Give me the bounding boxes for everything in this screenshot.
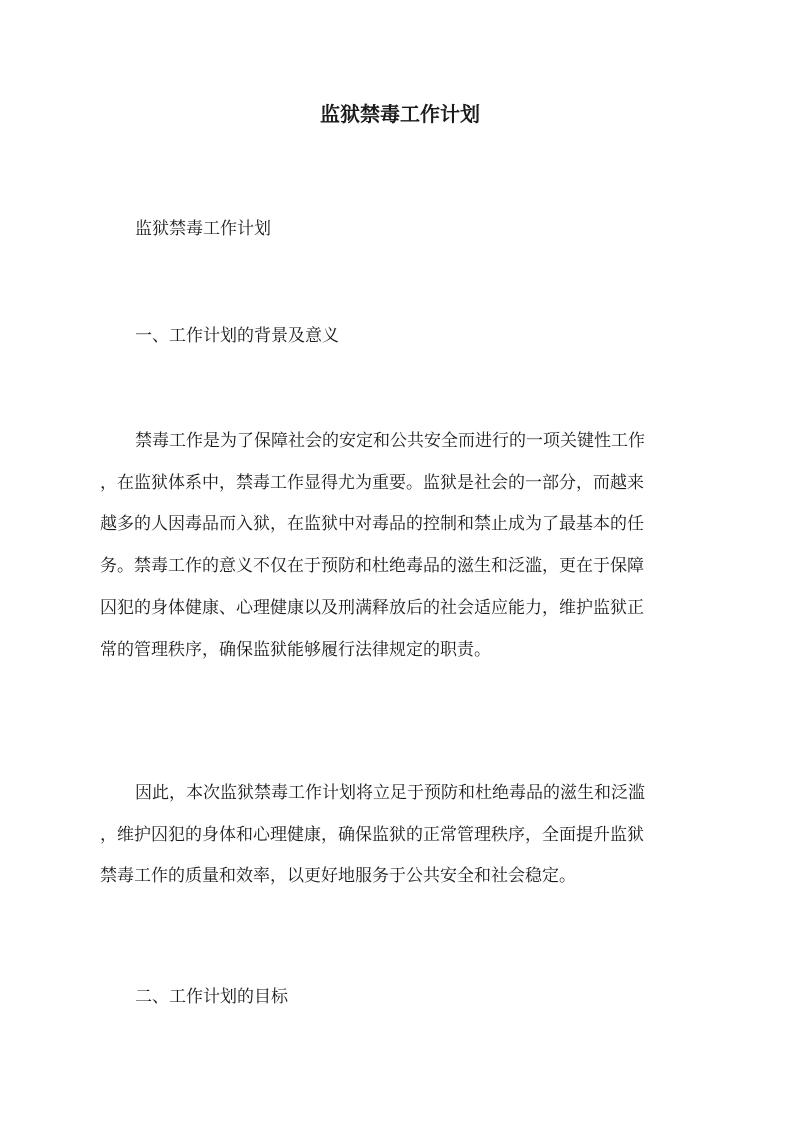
paragraph-line: 禁毒工作的质量和效率，以更好地服务于公共安全和社会稳定。 xyxy=(100,866,576,887)
paragraph-line: ，在监狱体系中，禁毒工作显得尤为重要。监狱是社会的一部分，而越来 xyxy=(100,472,644,493)
document-title: 监狱禁毒工作计划 xyxy=(320,102,480,126)
paragraph-line: 越多的人因毒品而入狱，在监狱中对毒品的控制和禁止成为了最基本的任 xyxy=(100,514,644,535)
paragraph-line: 常的管理秩序，确保监狱能够履行法律规定的职责。 xyxy=(100,639,491,660)
section-heading-goals: 二、工作计划的目标 xyxy=(135,987,288,1007)
paragraph-line: 务。禁毒工作的意义不仅在于预防和杜绝毒品的滋生和泛滥，更在于保障 xyxy=(100,556,644,577)
section-heading-background: 一、工作计划的背景及意义 xyxy=(135,326,339,346)
paragraph-background xyxy=(100,421,700,671)
paragraph-line: 囚犯的身体健康、心理健康以及刑满释放后的社会适应能力，维护监狱正 xyxy=(100,597,644,618)
paragraph-purpose xyxy=(100,773,700,898)
paragraph-line: ，维护囚犯的身体和心理健康，确保监狱的正常管理秩序，全面提升监狱 xyxy=(100,824,644,845)
paragraph-line: 因此，本次监狱禁毒工作计划将立足于预防和杜绝毒品的滋生和泛滥 xyxy=(135,783,645,803)
paragraph-line: 禁毒工作是为了保障社会的安定和公共安全而进行的一项关键性工作 xyxy=(135,431,645,451)
document-subtitle: 监狱禁毒工作计划 xyxy=(135,219,271,239)
